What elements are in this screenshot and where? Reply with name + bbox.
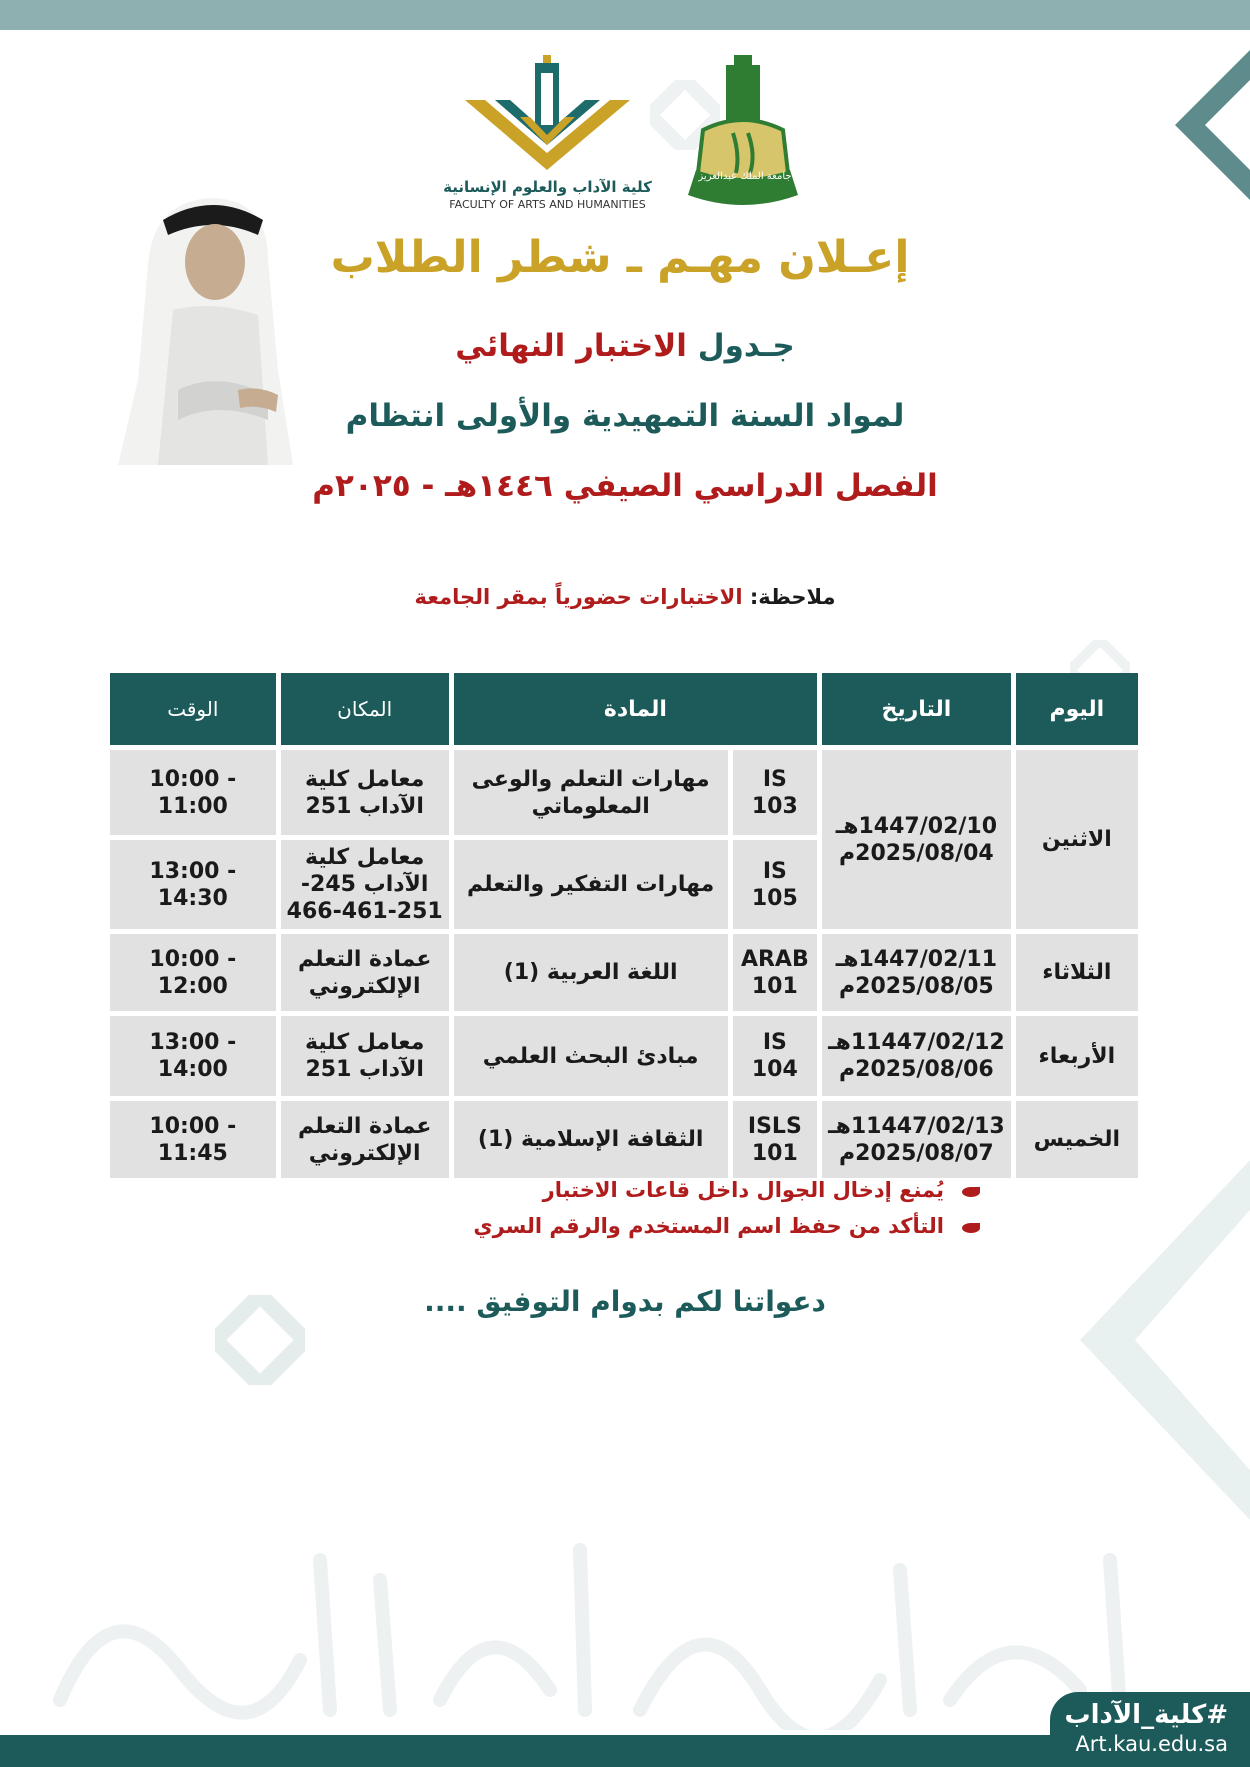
cell-subject: مهارات التفكير والتعلم <box>454 840 728 929</box>
exam-schedule-table <box>105 668 1143 1183</box>
table-row <box>110 934 1138 1011</box>
closing-message: دعواتنا لكم بدوام التوفيق .... <box>424 1285 826 1318</box>
cell-place: عمادة التعلم الإلكتروني <box>281 934 449 1011</box>
cell-subject: الثقافة الإسلامية (1) <box>454 1101 728 1178</box>
table-row <box>110 1101 1138 1178</box>
cell-time: 10:00 - 11:45 <box>110 1101 276 1178</box>
cell-code: IS 103 <box>733 750 817 835</box>
header-place: المكان <box>281 673 449 745</box>
cell-code: IS 104 <box>733 1016 817 1096</box>
rule-text: يُمنع إدخال الجوال داخل قاعات الاختبار <box>542 1178 944 1202</box>
footer-tab <box>1050 1692 1250 1767</box>
cell-code: ARAB 101 <box>733 934 817 1011</box>
cell-day: الخميس <box>1016 1101 1138 1178</box>
cell-date: 11447/02/13هـ 2025/08/07م <box>822 1101 1011 1178</box>
cell-time: 10:00 - 12:00 <box>110 934 276 1011</box>
faculty-logo-english: FACULTY OF ARTS AND HUMANITIES <box>449 198 646 211</box>
header-time: الوقت <box>110 673 276 745</box>
cell-date: 1447/02/10هـ 2025/08/04م <box>822 750 1011 929</box>
footer-hashtag[interactable]: #كلية_الآداب <box>1064 1700 1228 1730</box>
subtitle-line2: لمواد السنة التمهيدية والأولى انتظام <box>345 398 905 434</box>
subtitle-line1 <box>330 328 920 364</box>
cell-place: عمادة التعلم الإلكتروني <box>281 1101 449 1178</box>
bullet-icon <box>962 1223 980 1233</box>
note-text: الاختبارات حضورياً بمقر الجامعة <box>414 585 743 609</box>
decor-calligraphy-watermark <box>20 1520 1200 1730</box>
cell-date: 11447/02/12هـ 2025/08/06م <box>822 1016 1011 1096</box>
subtitle-line3: الفصل الدراسي الصيفي ١٤٤٦هـ - ٢٠٢٥م <box>312 468 938 504</box>
decor-diamond-left <box>215 1295 305 1385</box>
rules-list <box>473 1178 980 1250</box>
cell-day: الثلاثاء <box>1016 934 1138 1011</box>
decor-chevron-top-right <box>1170 50 1250 200</box>
rule-text: التأكد من حفظ اسم المستخدم والرقم السري <box>473 1214 944 1238</box>
cell-place: معامل كلية الآداب 245- 251-461-466 <box>281 840 449 929</box>
cell-code: IS 105 <box>733 840 817 929</box>
top-bar <box>0 0 1250 30</box>
header-day: اليوم <box>1016 673 1138 745</box>
footer-url[interactable]: Art.kau.edu.sa <box>1075 1732 1228 1756</box>
list-item <box>473 1214 980 1238</box>
university-logo <box>678 55 808 210</box>
header-subject: المادة <box>454 673 817 745</box>
main-title: إعـلان مهـم ـ شطر الطلاب <box>330 232 910 283</box>
cell-place: معامل كلية الآداب 251 <box>281 750 449 835</box>
faculty-logo <box>465 55 630 170</box>
faculty-logo-arabic: كلية الآداب والعلوم الإنسانية <box>443 178 652 196</box>
header-date: التاريخ <box>822 673 1011 745</box>
bullet-icon <box>962 1187 980 1197</box>
decor-chevron-right-large <box>1060 1160 1250 1520</box>
cell-place: معامل كلية الآداب 251 <box>281 1016 449 1096</box>
table-header-row <box>110 673 1138 745</box>
cell-subject: مهارات التعلم والوعى المعلوماتي <box>454 750 728 835</box>
cell-time: 10:00 - 11:00 <box>110 750 276 835</box>
table-row <box>110 750 1138 835</box>
cell-code: ISLS 101 <box>733 1101 817 1178</box>
university-logo-text: جامعة الملك عبدالعزيز <box>698 171 792 182</box>
note <box>330 585 920 609</box>
cell-time: 13:00 - 14:00 <box>110 1016 276 1096</box>
cell-time: 13:00 - 14:30 <box>110 840 276 929</box>
subtitle-part1: جـدول <box>686 328 795 364</box>
cell-date: 1447/02/11هـ 2025/08/05م <box>822 934 1011 1011</box>
list-item <box>473 1178 980 1202</box>
cell-subject: اللغة العربية (1) <box>454 934 728 1011</box>
table-row <box>110 1016 1138 1096</box>
cell-day: الأربعاء <box>1016 1016 1138 1096</box>
subtitle-part2: الاختبار النهائي <box>455 328 687 364</box>
cell-day: الاثنين <box>1016 750 1138 929</box>
cell-subject: مبادئ البحث العلمي <box>454 1016 728 1096</box>
note-label: ملاحظة: <box>742 585 836 609</box>
